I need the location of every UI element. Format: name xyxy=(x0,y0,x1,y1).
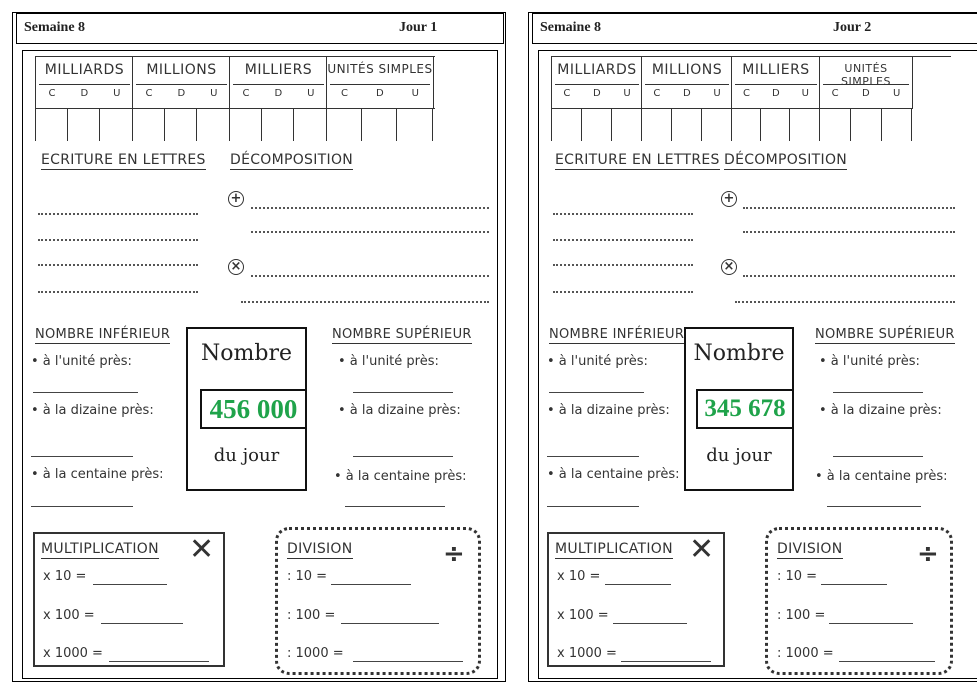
multiplication-label: MULTIPLICATION xyxy=(41,541,159,557)
pv-group-unites xyxy=(326,56,434,108)
worksheet-body xyxy=(538,50,977,679)
number-of-the-day: 456 000 xyxy=(200,389,307,429)
lower-hundred-answer[interactable] xyxy=(31,506,133,507)
mult-1000-label: x 1000 = xyxy=(43,646,103,661)
divide-icon: ÷ xyxy=(443,539,465,569)
week-label: Semaine 8 xyxy=(24,20,86,35)
multiplicative-decomposition-line[interactable] xyxy=(743,275,955,277)
pv-group-milliards xyxy=(35,56,133,108)
pv-sub: C xyxy=(742,88,750,99)
ten-label: • à la dizaine près: xyxy=(338,403,461,418)
pv-group-millions xyxy=(132,56,230,108)
additive-decomposition-line[interactable] xyxy=(251,231,489,233)
mult-100-answer[interactable] xyxy=(101,623,183,624)
pv-group-title: UNITÉS SIMPLES xyxy=(327,62,433,76)
day-label: Jour 2 xyxy=(833,20,872,35)
unit-label: • à l'unité près: xyxy=(547,354,648,369)
pv-group-title: MILLIERS xyxy=(742,62,810,78)
lower-ten-answer[interactable] xyxy=(547,456,639,457)
pv-group-title: MILLIARDS xyxy=(44,62,125,78)
mult-10-answer[interactable] xyxy=(605,584,671,585)
lower-number-label: NOMBRE INFÉRIEUR xyxy=(35,327,171,342)
pv-sub: C xyxy=(831,88,839,99)
pv-sub: D xyxy=(177,88,186,99)
div-100-answer[interactable] xyxy=(829,623,913,624)
lower-hundred-answer[interactable] xyxy=(547,506,639,507)
pv-sub: D xyxy=(771,88,780,99)
hundred-label: • à la centaine près: xyxy=(334,469,467,484)
lower-unit-answer[interactable] xyxy=(33,392,138,393)
div-100-label: : 100 = xyxy=(777,608,826,623)
pv-sub: U xyxy=(113,88,121,99)
pv-group-milliards xyxy=(551,56,642,108)
mult-100-answer[interactable] xyxy=(613,623,687,624)
pv-group-title: UNITÉS SIMPLES xyxy=(841,62,891,88)
pv-sub: U xyxy=(210,88,218,99)
unit-label: • à l'unité près: xyxy=(31,354,132,369)
times-icon: × xyxy=(721,259,737,275)
worksheet-day-1 xyxy=(12,12,506,682)
pv-group-millions xyxy=(641,56,732,108)
words-label: ECRITURE EN LETTRES xyxy=(555,152,720,168)
decomposition-label: DÉCOMPOSITION xyxy=(230,152,354,168)
mult-10-answer[interactable] xyxy=(93,584,167,585)
multiply-icon: ✕ xyxy=(689,532,715,567)
decomposition-label: DÉCOMPOSITION xyxy=(724,152,848,168)
nombre-label: Nombre xyxy=(201,341,292,366)
pv-sub: C xyxy=(145,88,153,99)
div-1000-answer[interactable] xyxy=(353,661,463,662)
pv-sub: U xyxy=(411,88,419,99)
div-1000-label: : 1000 = xyxy=(287,646,344,661)
div-10-label: : 10 = xyxy=(287,569,328,584)
pv-sub: D xyxy=(682,88,691,99)
multiplicative-decomposition-line[interactable] xyxy=(251,275,489,277)
place-value-table xyxy=(551,56,951,139)
words-line[interactable] xyxy=(38,291,198,293)
upper-hundred-answer[interactable] xyxy=(345,506,445,507)
div-10-answer[interactable] xyxy=(331,584,411,585)
pv-sub: U xyxy=(801,88,809,99)
du-jour-label: du jour xyxy=(213,445,280,466)
pv-sub: U xyxy=(893,88,901,99)
hundred-label: • à la centaine près: xyxy=(547,467,680,482)
worksheet-day-2 xyxy=(528,12,977,682)
nombre-label: Nombre xyxy=(693,341,785,366)
pv-sub: U xyxy=(623,88,631,99)
pv-group-title: MILLIONS xyxy=(651,62,723,78)
mult-1000-label: x 1000 = xyxy=(557,646,617,661)
pv-sub: D xyxy=(375,88,384,99)
mult-1000-answer[interactable] xyxy=(109,661,209,662)
mult-10-label: x 10 = xyxy=(557,569,601,584)
upper-ten-answer[interactable] xyxy=(353,456,453,457)
pv-sub: C xyxy=(563,88,571,99)
pv-group-unites xyxy=(819,56,913,108)
pv-sub: C xyxy=(653,88,661,99)
du-jour-label: du jour xyxy=(706,445,772,466)
upper-hundred-answer[interactable] xyxy=(827,506,921,507)
number-of-the-day-box xyxy=(186,327,307,491)
ten-label: • à la dizaine près: xyxy=(547,403,670,418)
division-label: DIVISION xyxy=(287,541,353,557)
plus-icon: + xyxy=(228,191,244,207)
place-value-table xyxy=(35,56,435,139)
upper-number-label: NOMBRE SUPÉRIEUR xyxy=(815,327,955,342)
unit-label: • à l'unité près: xyxy=(819,354,920,369)
upper-ten-answer[interactable] xyxy=(833,456,923,457)
upper-unit-answer[interactable] xyxy=(833,392,923,393)
words-line[interactable] xyxy=(553,264,693,266)
words-line[interactable] xyxy=(553,239,693,241)
multiply-icon: ✕ xyxy=(189,532,215,567)
week-label: Semaine 8 xyxy=(540,20,602,35)
plus-icon: + xyxy=(721,191,737,207)
words-line[interactable] xyxy=(553,213,693,215)
div-1000-label: : 1000 = xyxy=(777,646,834,661)
words-line[interactable] xyxy=(38,213,198,215)
lower-ten-answer[interactable] xyxy=(31,456,133,457)
words-line[interactable] xyxy=(38,264,198,266)
ten-label: • à la dizaine près: xyxy=(31,403,154,418)
pv-group-title: MILLIERS xyxy=(244,62,313,78)
mult-100-label: x 100 = xyxy=(43,608,95,623)
hundred-label: • à la centaine près: xyxy=(815,469,948,484)
pv-sub: C xyxy=(242,88,250,99)
multiplicative-decomposition-line[interactable] xyxy=(735,301,955,303)
additive-decomposition-line[interactable] xyxy=(743,231,955,233)
number-of-the-day-box xyxy=(684,327,794,491)
ten-label: • à la dizaine près: xyxy=(819,403,942,418)
div-1000-answer[interactable] xyxy=(839,661,935,662)
pv-sub: D xyxy=(274,88,283,99)
unit-label: • à l'unité près: xyxy=(338,354,439,369)
divide-icon: ÷ xyxy=(917,539,939,569)
div-10-answer[interactable] xyxy=(821,584,887,585)
pv-sub: C xyxy=(340,88,348,99)
pv-group-milliers xyxy=(229,56,327,108)
upper-unit-answer[interactable] xyxy=(353,392,453,393)
additive-decomposition-line[interactable] xyxy=(743,207,955,209)
pv-sub: U xyxy=(307,88,315,99)
words-line[interactable] xyxy=(553,291,693,293)
pv-sub: C xyxy=(48,88,56,99)
number-of-the-day: 345 678 xyxy=(696,389,794,429)
sheet-header xyxy=(16,13,504,44)
lower-number-label: NOMBRE INFÉRIEUR xyxy=(549,327,685,342)
pv-sub: U xyxy=(713,88,721,99)
mult-100-label: x 100 = xyxy=(557,608,609,623)
pv-sub: D xyxy=(592,88,601,99)
mult-10-label: x 10 = xyxy=(43,569,87,584)
pv-sub: D xyxy=(861,88,870,99)
mult-1000-answer[interactable] xyxy=(621,661,711,662)
pv-group-milliers xyxy=(731,56,820,108)
additive-decomposition-line[interactable] xyxy=(251,207,489,209)
worksheet-body xyxy=(22,50,498,679)
div-10-label: : 10 = xyxy=(777,569,818,584)
sheet-header xyxy=(532,13,977,44)
day-label: Jour 1 xyxy=(399,20,438,35)
hundred-label: • à la centaine près: xyxy=(31,467,164,482)
times-icon: × xyxy=(228,259,244,275)
div-100-answer[interactable] xyxy=(341,623,439,624)
division-label: DIVISION xyxy=(777,541,843,557)
multiplicative-decomposition-line[interactable] xyxy=(241,301,489,303)
words-line[interactable] xyxy=(38,239,198,241)
pv-sub: D xyxy=(80,88,89,99)
multiplication-label: MULTIPLICATION xyxy=(555,541,673,557)
pv-group-title: MILLIONS xyxy=(146,62,217,78)
lower-unit-answer[interactable] xyxy=(549,392,644,393)
upper-number-label: NOMBRE SUPÉRIEUR xyxy=(332,327,472,342)
words-label: ECRITURE EN LETTRES xyxy=(41,152,206,168)
pv-group-title: MILLIARDS xyxy=(557,62,637,78)
div-100-label: : 100 = xyxy=(287,608,336,623)
